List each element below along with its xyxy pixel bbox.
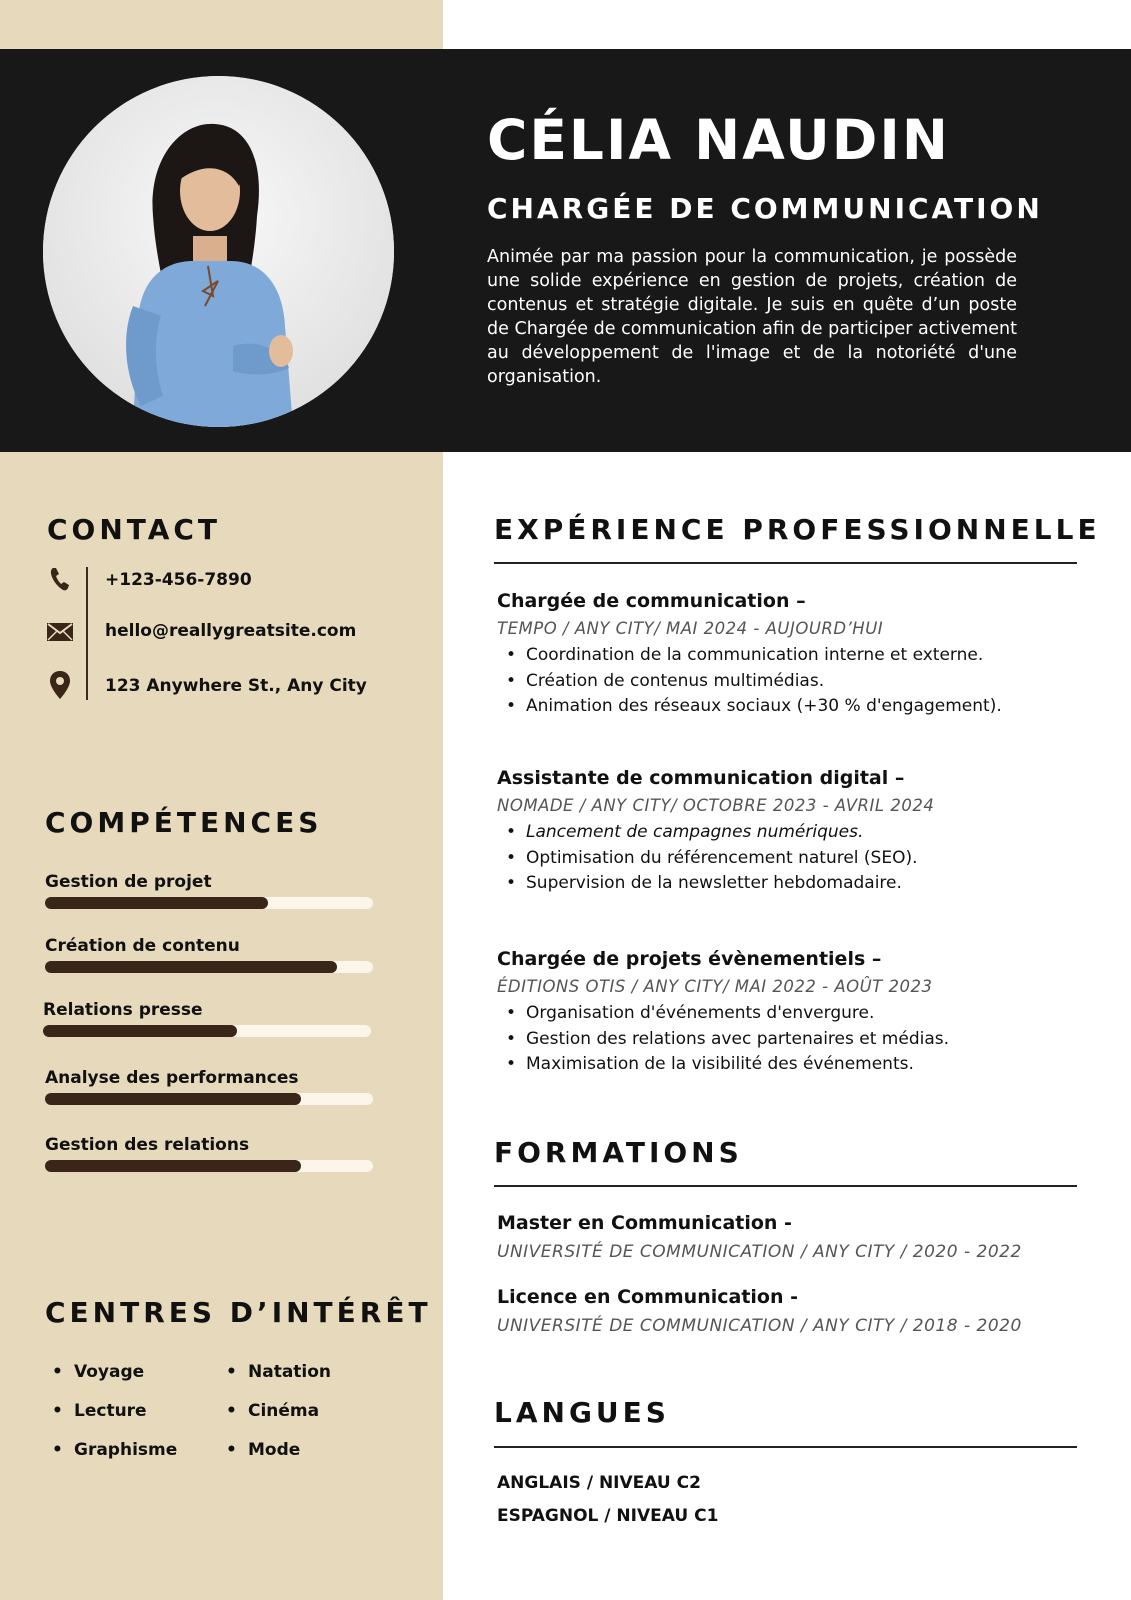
skills-heading: COMPÉTENCES [45, 806, 323, 839]
experience-heading: EXPÉRIENCE PROFESSIONNELLE [494, 513, 1101, 546]
contact-email-row [46, 621, 357, 642]
job-entry-title: Chargée de communication – [497, 590, 806, 612]
contact-divider [86, 567, 88, 700]
skill-bar-fill [43, 1025, 237, 1037]
job-entry-meta: NOMADE / ANY CITY/ OCTOBRE 2023 - AVRIL 2024 [497, 796, 935, 815]
languages-rule [494, 1446, 1077, 1448]
skill-bar-track [45, 1160, 373, 1172]
interest-item: • Natation [248, 1362, 331, 1382]
experience-rule [494, 562, 1077, 564]
job-entry-title: Chargée de projets évènementiels – [497, 948, 882, 970]
contact-email[interactable]: hello@reallygreatsite.com [105, 621, 357, 641]
skill-label: Analyse des performances [45, 1068, 299, 1088]
interest-item: • Graphisme [74, 1440, 177, 1460]
skill-bar-fill [45, 961, 337, 973]
skill-bar-track [45, 897, 373, 909]
skill-bar-track [45, 1093, 373, 1105]
interests-heading: CENTRES D’INTÉRÊT [45, 1296, 432, 1329]
languages-heading: LANGUES [494, 1396, 670, 1429]
skill-label: Relations presse [43, 1000, 203, 1020]
interest-item: • Mode [248, 1440, 300, 1460]
skill-label: Gestion des relations [45, 1135, 250, 1155]
interest-item: • Lecture [74, 1401, 147, 1421]
profile-photo [43, 76, 394, 427]
education-title: Licence en Communication - [497, 1286, 799, 1308]
job-bullet: • Optimisation du référencement naturel (SEO). [526, 846, 918, 872]
job-bullet: • Création de contenus multimédias. [526, 669, 1002, 695]
contact-phone-row [46, 566, 252, 592]
education-title: Master en Communication - [497, 1212, 792, 1234]
job-bullet: • Supervision de la newsletter hebdomadaire. [526, 871, 918, 897]
job-bullet: • Organisation d'événements d'envergure. [526, 1001, 949, 1027]
skill-label: Création de contenu [45, 936, 240, 956]
job-entry-meta: ÉDITIONS OTIS / ANY CITY/ MAI 2022 - AOÛT 2023 [497, 977, 933, 996]
interest-item: • Voyage [74, 1362, 144, 1382]
job-bullet: • Maximisation de la visibilité des événements. [526, 1052, 949, 1078]
education-meta: UNIVERSITÉ DE COMMUNICATION / ANY CITY / 2018 - 2020 [497, 1316, 1022, 1336]
job-bullet: • Gestion des relations avec partenaires et médias. [526, 1027, 949, 1053]
skill-bar-track [45, 961, 373, 973]
language-item: ESPAGNOL / NIVEAU C1 [497, 1506, 719, 1526]
job-entry-bullets [526, 820, 918, 897]
job-bullet: • Animation des réseaux sociaux (+30 % d'engagement). [526, 694, 1002, 720]
profile-summary: Animée par ma passion pour la communication, je possède une solide expérience en gestion de projets, création de contenus et stratégie digitale. Je suis en quête d’un poste de Chargée de communication afin de participer activement au développement de l'image et de la notoriété d'une organisation. [487, 247, 1017, 387]
language-item: ANGLAIS / NIVEAU C2 [497, 1473, 701, 1493]
map-pin-icon [46, 670, 74, 700]
skill-bar-fill [45, 1093, 301, 1105]
skill-label: Gestion de projet [45, 872, 212, 892]
interest-item: • Cinéma [248, 1401, 319, 1421]
education-heading: FORMATIONS [494, 1136, 743, 1169]
education-rule [494, 1185, 1077, 1187]
job-bullet: • Coordination de la communication interne et externe. [526, 643, 1002, 669]
envelope-icon [46, 622, 74, 642]
job-entry-bullets [526, 1001, 949, 1078]
job-entry-bullets [526, 643, 1002, 720]
job-bullet: • Lancement de campagnes numériques. [526, 820, 918, 846]
contact-heading: CONTACT [47, 513, 222, 546]
education-meta: UNIVERSITÉ DE COMMUNICATION / ANY CITY / 2020 - 2022 [497, 1242, 1022, 1262]
skill-bar-track [43, 1025, 371, 1037]
phone-icon [46, 566, 74, 592]
contact-address: 123 Anywhere St., Any City [105, 676, 367, 696]
job-entry-title: Assistante de communication digital – [497, 767, 905, 789]
full-name: CÉLIA NAUDIN [487, 108, 950, 172]
job-entry-meta: TEMPO / ANY CITY/ MAI 2024 - AUJOURD’HUI [497, 619, 884, 638]
contact-phone[interactable]: +123-456-7890 [105, 570, 252, 590]
job-title: CHARGÉE DE COMMUNICATION [487, 192, 1043, 225]
skill-bar-fill [45, 1160, 301, 1172]
skill-bar-fill [45, 897, 268, 909]
contact-address-row [46, 670, 367, 700]
